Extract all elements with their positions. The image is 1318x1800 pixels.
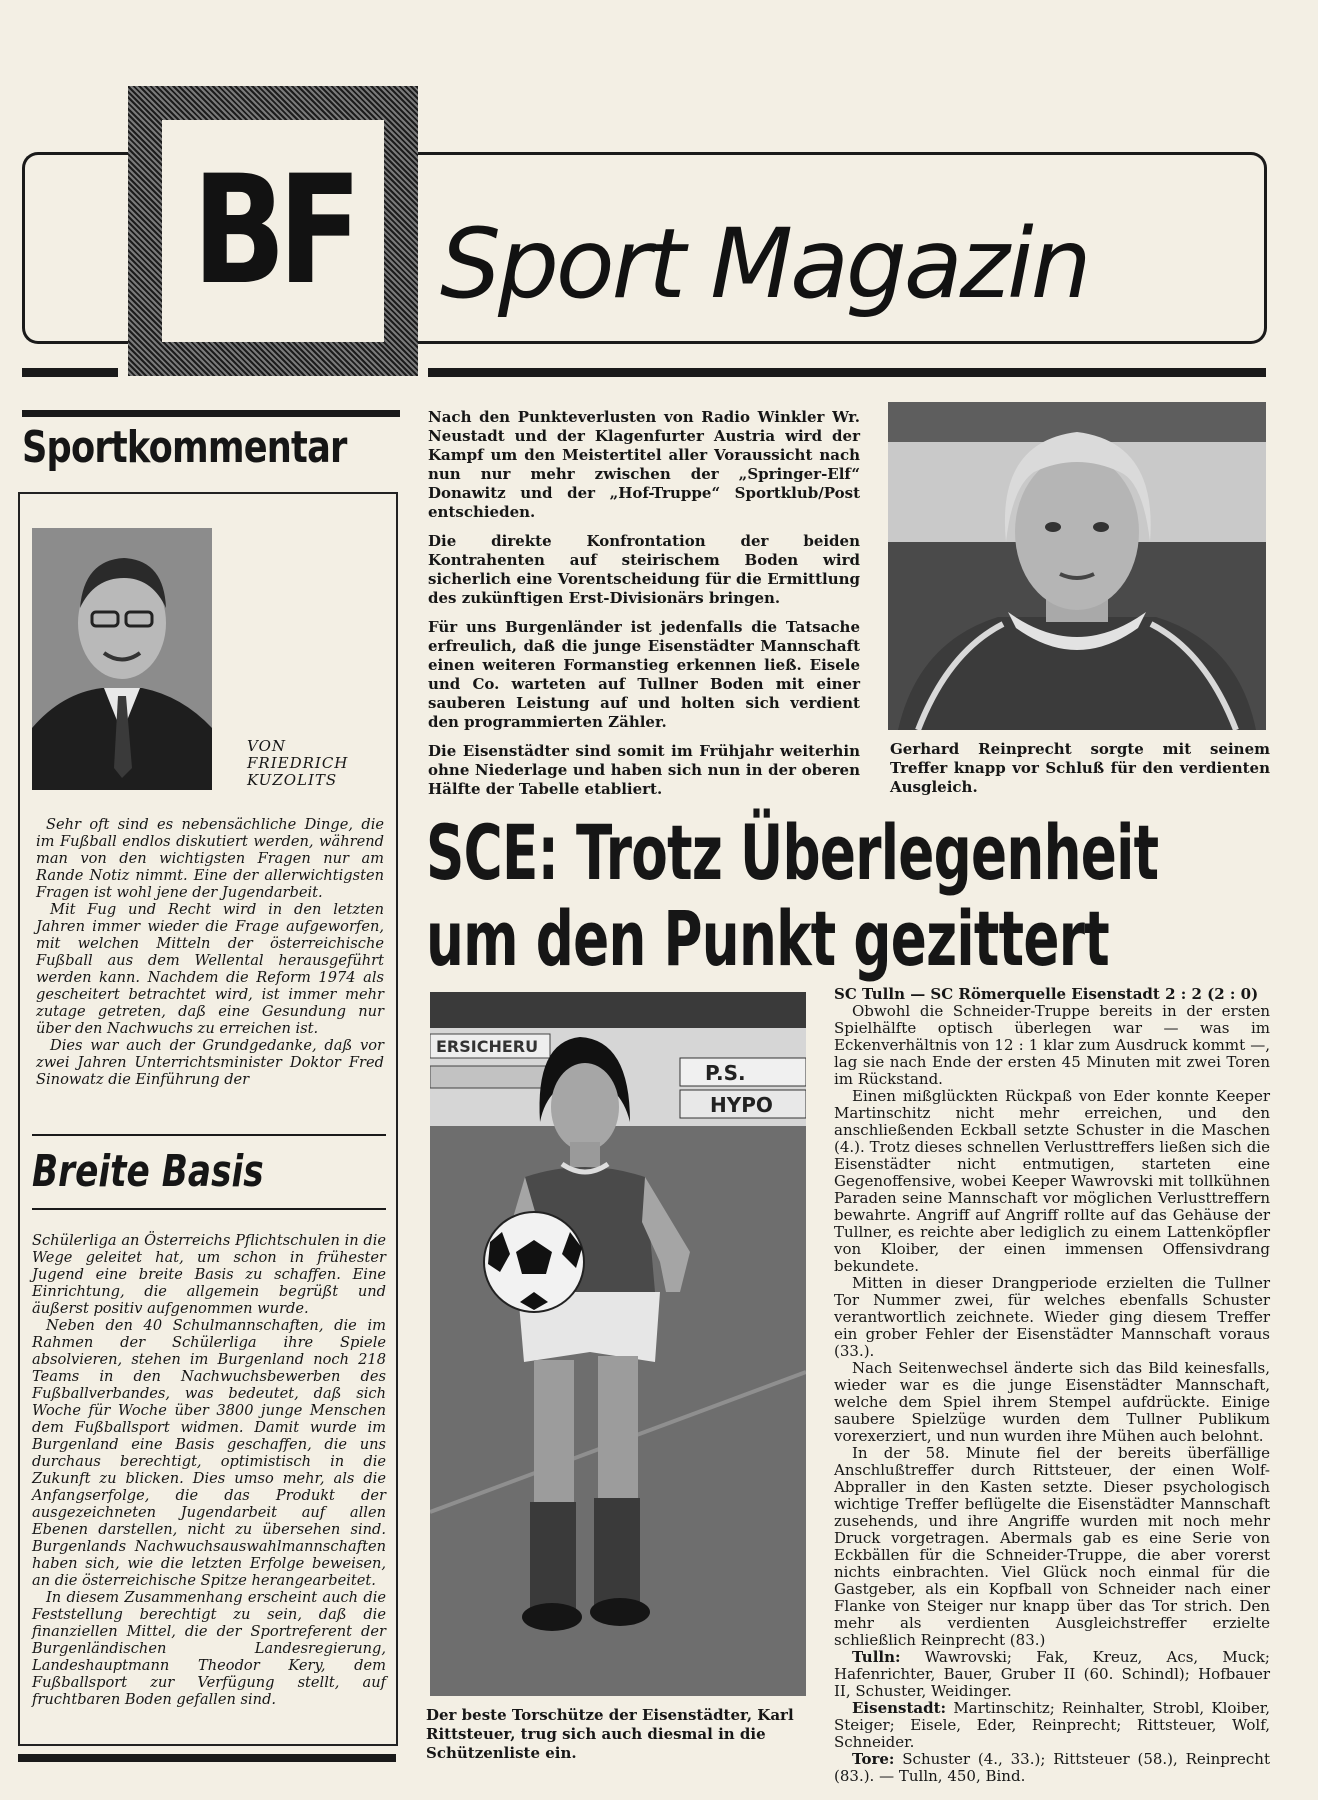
author-portrait: [32, 528, 212, 790]
breite-paragraph: In diesem Zusammenhang erscheint auch die Feststellung berechtigt zu sein, daß die finanziellen Mittel, die der Sportreferent der Burgenländischen Landesregierung, Landeshauptmann Theodor Kery, dem Fußballsport zur Verfügung stellt, auf fruchtbaren Boden gefallen sind.: [32, 1589, 386, 1708]
stadium-sign-3: HYPO: [710, 1093, 773, 1117]
masthead-rule-left: [22, 368, 118, 377]
magazine-title: Sport Magazin: [440, 208, 1089, 320]
rittsteuer-caption: Der beste Torschütze der Eisenstädter, Karl Rittsteuer, trug sich auch diesmal in die Schützenliste ein.: [426, 1706, 794, 1762]
byline-first-name: FRIEDRICH: [247, 754, 349, 772]
report-paragraph: Mitten in dieser Drangperiode erzielten die Tullner Tor Nummer zwei, für welches ebenfalls Schuster verantwortlich zeichnete. Wieder ging diesem Treffer ein grober Fehler der Eisenstädter Mannschaft voraus (33.).: [834, 1274, 1270, 1360]
masthead-frame-left: [22, 152, 145, 344]
breite-paragraph: Neben den 40 Schulmannschaften, die im Rahmen der Schülerliga ihre Spiele absolvieren, stehen im Burgenland noch 218 Teams in den Nachwuchsbewerben des Fußballverbandes, was bedeutet, daß sich Woche für Woche über 3800 junge Menschen dem Fußballsport widmen. Damit wurde im Burgenland eine Basis geschaffen, die uns durchaus berechtigt, optimistisch in die Zukunft zu blicken. Dies umso mehr, als die Anfangserfolge, die das Produkt der ausgezeichneten Jugendarbeit auf allen Ebenen darstellen, nicht zu übersehen sind. Burgenlands Nachwuchsauswahlmannschaften haben sich, wie die letzten Erfolge beweisen, an die österreichische Spitze herangearbeitet.: [32, 1317, 386, 1589]
report-paragraph: Einen mißglückten Rückpaß von Eder konnte Keeper Martinschitz nicht mehr erreichen, und den anschließenden Eckball setzte Schuster in die Maschen (4.). Trotz dieses schnellen Verlusttreffers ließen sich die Eisenstädter nicht entmutigen, starteten eine Gegenoffensive, wobei Keeper Wawrovski mit tollkühnen Paraden seine Mannschaft vor möglichen Verlusttreffern bewahrte. Angriff auf Angriff rollte auf das Gehäuse der Tullner, es reichte aber lediglich zu einem Lattenköpfler von Kloiber, der einen immensen Offensivdrang bekundete.: [834, 1087, 1270, 1275]
report-paragraph: Nach Seitenwechsel änderte sich das Bild keinesfalls, wieder war es die junge Eisenstädter Mannschaft, welche dem Spiel ihrem Stempel aufdrückte. Einige saubere Spielzüge wurden dem Tullner Publikum vorexerziert, und nun wurden ihre Mühen auch belohnt.: [834, 1359, 1270, 1445]
breite-bottom-rule: [32, 1208, 386, 1210]
match-report: [834, 986, 1270, 1785]
left-bottom-rule: [18, 1754, 396, 1762]
intro-paragraph: Die direkte Konfrontation der beiden Kontrahenten auf steirischem Boden wird sicherlich eine Vorentscheidung für die Ermittlung des zukünftigen Erst-Divisionärs bringen.: [428, 532, 860, 607]
breite-top-rule: [32, 1134, 386, 1136]
kommentar-top-rule: [22, 410, 400, 417]
stadium-sign-1: ERSICHERU: [436, 1037, 539, 1056]
bf-logo-text: BF: [192, 144, 354, 318]
goals-text: Schuster (4., 33.); Rittsteuer (58.), Reinprecht (83.). — Tulln, 450, Bind.: [834, 1750, 1270, 1785]
main-headline: [426, 808, 1159, 983]
masthead-rule-right: [428, 368, 1266, 377]
report-paragraph: In der 58. Minute fiel der bereits überfällige Anschlußtreffer durch Rittsteuer, der einen Wolf-Abpraller in den Kasten setzte. Dieser psychologisch wichtige Treffer beflügelte die Eisenstädter Mannschaft zusehends, und ihre Angriffe wurden mit noch mehr Druck vorgetragen. Abermals gab es eine Serie von Eckbällen für die Schneider-Truppe, die aber vorerst nichts einbrachten. Viel Glück noch einmal für die Gastgeber, als ein Kopfball von Schneider nach einer Flanke von Steiger nur knapp über das Tor strich. Den mehr als verdienten Ausgleichstreffer erzielte schließlich Reinprecht (83.): [834, 1444, 1270, 1649]
intro-text: [428, 408, 860, 809]
lineup-eisenstadt-label: Eisenstadt:: [852, 1699, 947, 1717]
lineup-eisenstadt-players: Martinschitz; Reinhalter, Strobl, Kloiber, Steiger; Eisele, Eder, Reinprecht; Rittsteuer, Wolf, Schneider.: [834, 1699, 1270, 1751]
kommentar-paragraph: Mit Fug und Recht wird in den letzten Jahren immer wieder die Frage aufgeworfen, mit welchen Mitteln der österreichische Fußball aus dem Wellental herausgeführt werden kann. Nachdem die Reform 1974 als gescheitert betrachtet wird, ist immer mehr zutage getreten, daß eine Gesundung nur über den Nachwuchs zu erreichen ist.: [36, 901, 384, 1037]
goals: [834, 1751, 1270, 1785]
lineup-tulln-players: Wawrovski; Fak, Kreuz, Acs, Muck; Hafenrichter, Bauer, Gruber II (60. Schindl); Hofbauer II, Schuster, Weidinger.: [834, 1648, 1270, 1700]
match-result: SC Tulln — SC Römerquelle Eisenstadt 2 : 2 (2 : 0): [834, 985, 1259, 1003]
intro-paragraph: Für uns Burgenländer ist jedenfalls die Tatsache erfreulich, daß die junge Eisenstädter Mannschaft einen weiteren Formanstieg erkennen ließ. Eisele und Co. warteten auf Tullner Boden mit einer sauberen Leistung auf und holten sich verdient den programmierten Zähler.: [428, 618, 860, 731]
lineup-tulln-label: Tulln:: [852, 1648, 901, 1666]
goals-label: Tore:: [852, 1750, 895, 1768]
byline-von: VON: [247, 737, 286, 755]
stadium-sign-2: P.S.: [705, 1061, 746, 1085]
kommentar-paragraph: Dies war auch der Grundgedanke, daß vor zwei Jahren Unterrichtsminister Doktor Fred Sinowatz die Einführung der: [36, 1037, 384, 1088]
author-byline: [247, 738, 348, 789]
kommentar-body: [36, 816, 384, 1088]
report-paragraph: Obwohl die Schneider-Truppe bereits in der ersten Spielhälfte optisch überlegen war — was im Eckenverhältnis von 12 : 1 klar zum Ausdruck kommt —, lag sie nach Ende der ersten 45 Minuten mit zwei Toren im Rückstand.: [834, 1002, 1270, 1088]
headline-line-2: um den Punkt gezittert: [426, 894, 1110, 983]
byline-last-name: KUZOLITS: [247, 771, 338, 789]
kommentar-heading: Sportkommentar: [22, 422, 347, 473]
lineup-eisenstadt: [834, 1700, 1270, 1751]
intro-paragraph: Die Eisenstädter sind somit im Frühjahr weiterhin ohne Niederlage und haben sich nun in der oberen Hälfte der Tabelle etabliert.: [428, 742, 860, 798]
headline-line-1: SCE: Trotz Überlegenheit: [426, 808, 1159, 897]
breite-body: [32, 1232, 386, 1708]
breite-paragraph: Schülerliga an Österreichs Pflichtschulen in die Wege geleitet hat, um schon in frühester Jugend eine breite Basis zu schaffen. Eine Einrichtung, die allgemein begrüßt und äußerst positiv aufgenommen wurde.: [32, 1232, 386, 1317]
rittsteuer-photo: [430, 992, 806, 1696]
breite-heading: Breite Basis: [32, 1146, 264, 1197]
kommentar-paragraph: Sehr oft sind es nebensächliche Dinge, die im Fußball endlos diskutiert werden, während man von den wichtigsten Fragen nur am Rande Notiz nimmt. Eine der allerwichtigsten Fragen ist wohl jene der Jugendarbeit.: [36, 816, 384, 901]
lineup-tulln: [834, 1649, 1270, 1700]
bf-logo: [128, 86, 418, 376]
intro-paragraph: Nach den Punkteverlusten von Radio Winkler Wr. Neustadt und der Klagenfurter Austria wird der Kampf um den Meistertitel aller Voraussicht nach nun nur mehr zwischen der „Springer-Elf“ Donawitz und der „Hof-Truppe“ Sportklub/Post entschieden.: [428, 408, 860, 521]
reinprecht-caption: Gerhard Reinprecht sorgte mit seinem Treffer knapp vor Schluß für den verdienten Ausgleich.: [890, 740, 1270, 796]
reinprecht-photo: [888, 402, 1266, 730]
